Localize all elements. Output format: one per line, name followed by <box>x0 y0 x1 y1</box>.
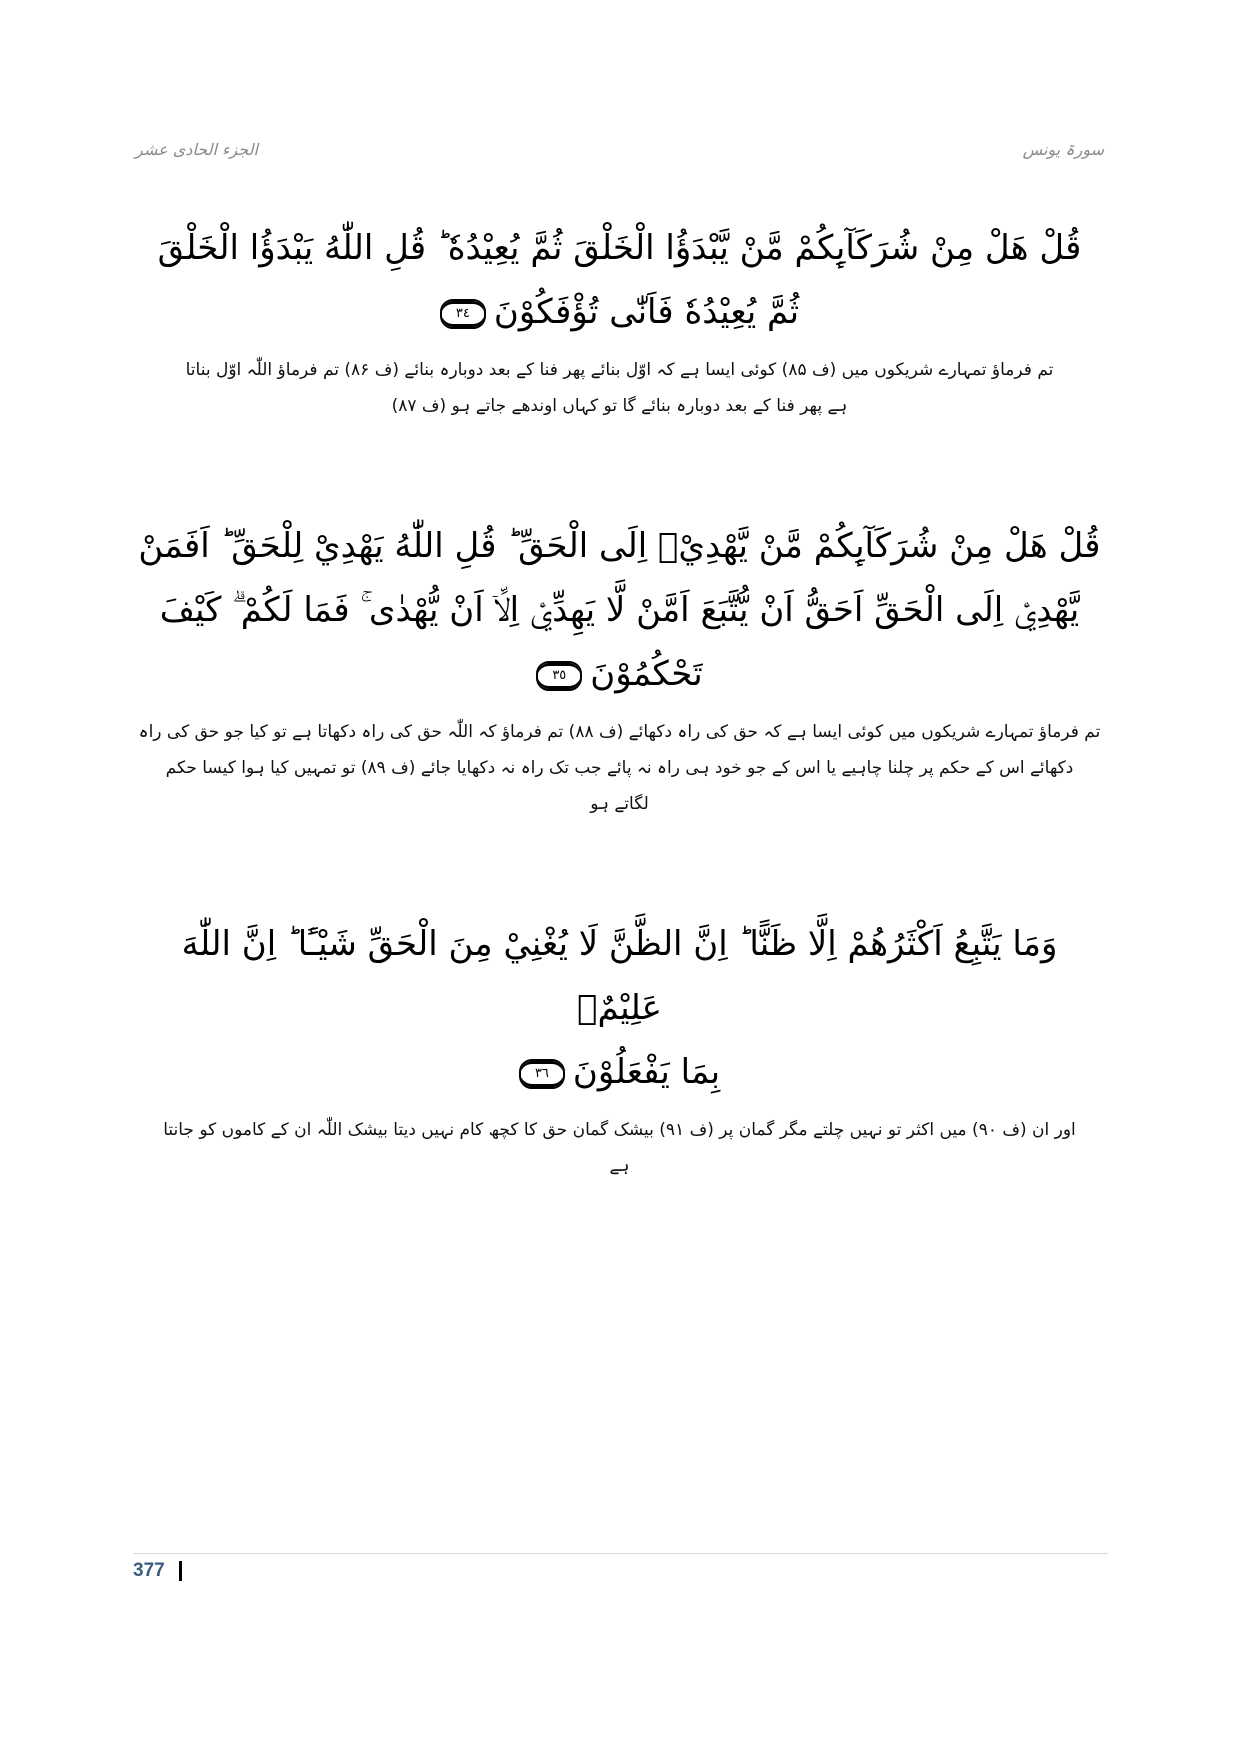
ayah-line <box>135 280 1104 344</box>
translation-text <box>135 1112 1104 1184</box>
translation-line: تم فرماؤ تمہارے شریکوں میں کوئی ایسا ہے کہ حق کی راہ دکھائے (ف ۸۸) تم فرماؤ کہ اللّٰہ حق کی راہ دکھاتا ہے تو کیا جو حق کی راہ <box>138 722 1101 742</box>
ayah-text <box>135 912 1104 1104</box>
ayah-line: قُلْ هَلْ مِنْ شُرَكَآىِٕكُمْ مَّنْ يَّهْدِيْۤ اِلَى الْحَقِّ ؕ قُلِ اللّٰهُ يَهْدِيْ لِلْحَقِّ ؕ اَفَمَنْ <box>138 526 1101 566</box>
page-footer <box>133 1553 1108 1582</box>
page-number-separator <box>179 1561 182 1581</box>
ayah-section <box>135 514 1104 822</box>
translation-text <box>135 714 1104 822</box>
footer-divider <box>133 1553 1108 1554</box>
translation-line: لگاتے ہو <box>590 794 649 814</box>
page-content <box>135 216 1104 1184</box>
ayah-line: وَمَا يَتَّبِعُ اَكْثَرُهُمْ اِلَّا ظَنًّا ؕ اِنَّ الظَّنَّ لَا يُغْنِيْ مِنَ الْحَقِّ شَيْـًٔا ؕ اِنَّ اللّٰهَ عَلِيْمٌۢ <box>181 924 1058 1028</box>
surah-title: سورۃ یونس <box>1022 140 1104 159</box>
juz-title: الجزء الحادی عشر <box>135 140 258 159</box>
translation-line: ہے پھر فنا کے بعد دوبارہ بنائے گا تو کہاں اوندھے جاتے ہو (ف ۸۷) <box>391 396 848 416</box>
ayah-line: يَّهْدِيْۤ اِلَى الْحَقِّ اَحَقُّ اَنْ يُّتَّبَعَ اَمَّنْ لَّا يَهِدِّيْۤ اِلَّاۤ اَنْ يُّهْدٰى ۚ فَمَا لَكُمْ ۗ كَيْفَ <box>159 590 1080 630</box>
ayah-line: قُلْ هَلْ مِنْ شُرَكَآىِٕكُمْ مَّنْ يَّبْدَؤُا الْخَلْقَ ثُمَّ يُعِيْدُهٗ ؕ قُلِ اللّٰهُ يَبْدَؤُا الْخَلْقَ <box>157 228 1082 268</box>
ayah-line-text: بِمَا يَفْعَلُوْنَ <box>572 1052 721 1092</box>
ayah-line <box>135 642 1104 706</box>
ayah-section <box>135 216 1104 424</box>
ayah-section <box>135 912 1104 1184</box>
translation-line: ہے <box>609 1156 630 1176</box>
ayah-line-text: تَحْكُمُوْنَ <box>590 654 703 694</box>
translation-line: دکھائے اس کے حکم پر چلنا چاہیے یا اس کے جو خود ہی راہ نہ پائے جب تک راہ نہ دکھایا جائے (ف ۸۹) تو تمہیں کیا ہوا کیسا حکم <box>165 758 1074 778</box>
running-head <box>135 140 1104 176</box>
ayah-line-text: ثُمَّ يُعِيْدُهٗ فَاَنّٰى تُؤْفَكُوْنَ <box>493 292 800 332</box>
ayah-number-marker: ٣٤ <box>440 299 486 329</box>
translation-line: تم فرماؤ تمہارے شریکوں میں (ف ۸۵) کوئی ایسا ہے کہ اوّل بنائے پھر فنا کے بعد دوبارہ بنائے (ف ۸۶) تم فرماؤ اللّٰہ اوّل بناتا <box>185 360 1054 380</box>
ayah-text <box>135 514 1104 706</box>
translation-line: اور ان (ف ۹۰) میں اکثر تو نہیں چلتے مگر گمان پر (ف ۹۱) بیشک گمان حق کا کچھ کام نہیں دیتا بیشک اللّٰہ ان کے کاموں کو جانتا <box>163 1120 1076 1140</box>
ayah-number-marker: ٣٥ <box>536 661 582 691</box>
ayah-line <box>135 1040 1104 1104</box>
footer-row <box>133 1560 1108 1582</box>
ayah-text <box>135 216 1104 344</box>
translation-text <box>135 352 1104 424</box>
page-number: 377 <box>133 1560 165 1581</box>
ayah-number-marker: ٣٦ <box>519 1059 565 1089</box>
